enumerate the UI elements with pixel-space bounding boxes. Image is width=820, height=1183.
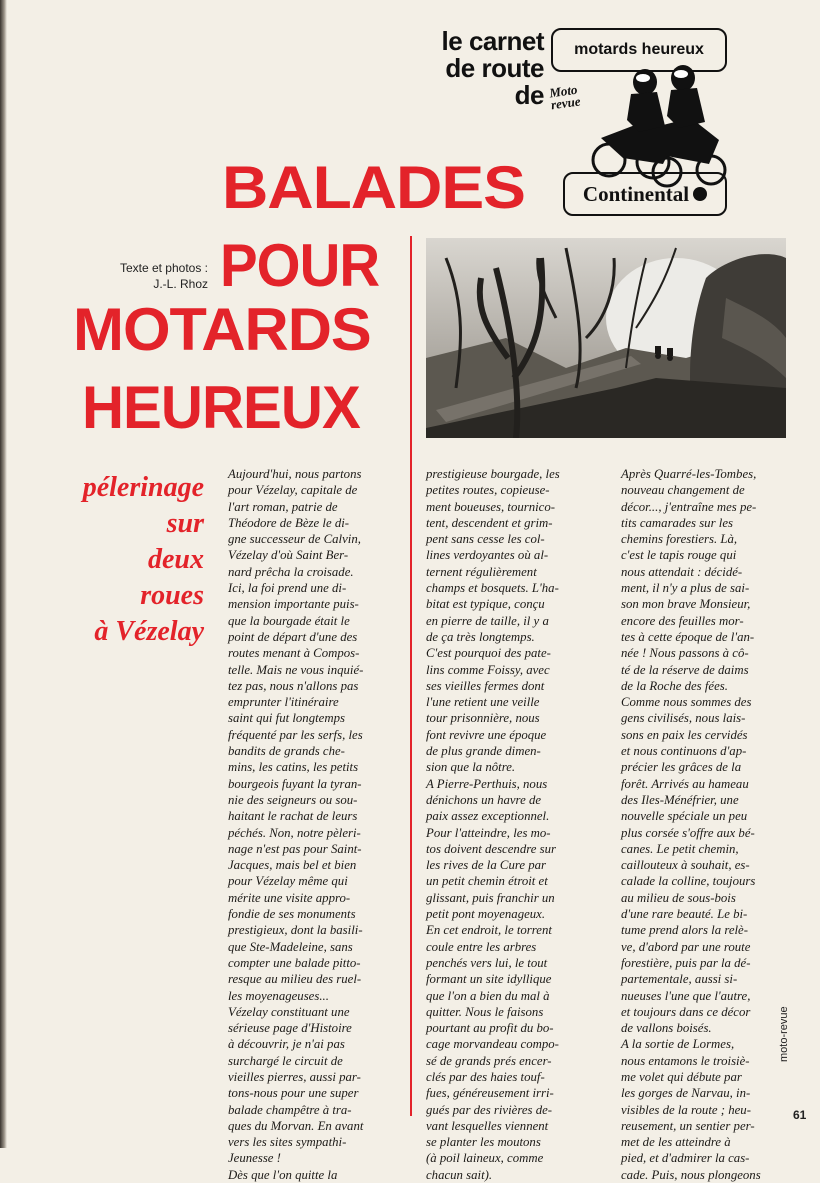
text-line: glissant, puis franchir un	[426, 890, 555, 905]
carnet-heading	[396, 28, 544, 109]
text-line: que la bourgade était le	[228, 613, 350, 628]
continental-logo-text: Continental	[582, 181, 690, 206]
text-line: ternent régulièrement	[426, 564, 537, 579]
text-line: ques du Morvan. En avant	[228, 1118, 364, 1133]
subtitle-line-3: deux	[148, 544, 204, 575]
text-line: de la Roche des fées.	[621, 678, 728, 693]
text-line: forêt. Arrivés au hameau	[621, 776, 749, 791]
text-line: pourtant au profit du bo-	[426, 1021, 554, 1036]
text-line: cage morvandeau compo-	[426, 1037, 559, 1052]
carnet-line-2: de route	[445, 53, 544, 83]
text-line: nouveau changement de	[621, 483, 745, 498]
text-line: les rives de la Cure par	[426, 858, 547, 873]
credit-line-2: J.-L. Rhoz	[153, 277, 208, 291]
text-line: forestière, puis par la dé-	[621, 955, 751, 970]
title-line-1: BALADES	[222, 154, 525, 221]
text-line: fues, généreusement irri-	[426, 1086, 554, 1101]
text-line: et toujours dans ce décor	[621, 1004, 751, 1019]
text-line: lins comme Foissy, avec	[426, 662, 550, 677]
text-line: lines verdoyantes où al-	[426, 548, 549, 563]
text-line: décor..., j'entraîne mes pe-	[621, 499, 757, 514]
text-line: champs et bosquets. L'ha-	[426, 581, 559, 596]
motards-heureux-badge: motards heureux	[551, 28, 727, 72]
text-line: pent sans cesse les col-	[426, 532, 545, 547]
text-line: (à poil laineux, comme	[426, 1151, 544, 1166]
text-line: ment boueuses, tournico-	[426, 499, 556, 514]
text-line: Jeunesse !	[228, 1151, 281, 1166]
text-line: C'est pourquoi des pate-	[426, 646, 551, 661]
text-line: nard prêcha la croisade.	[228, 564, 354, 579]
text-line: tes à cette époque de l'an-	[621, 629, 755, 644]
text-line: Vézelay constituant une	[228, 1004, 350, 1019]
text-line: prestigieux, dont la basili-	[228, 923, 363, 938]
text-line: ses vieilles fermes dont	[426, 678, 545, 693]
text-line: chacun sait).	[426, 1167, 493, 1182]
text-line: de ça très longtemps.	[426, 629, 535, 644]
text-line: té de la réserve de daims	[621, 662, 749, 677]
text-line: nage n'est pas pour Saint-	[228, 841, 362, 856]
text-line: emprunter l'itinéraire	[228, 695, 339, 710]
red-column-rule	[410, 236, 412, 1116]
text-line: caillouteux à souhait, es-	[621, 858, 750, 873]
text-line: canes. Le petit chemin,	[621, 841, 739, 856]
text-line: Théodore de Bèze le di-	[228, 515, 350, 530]
text-line: resque au milieu des ruel-	[228, 972, 362, 987]
text-line: balade champêtre à tra-	[228, 1102, 352, 1117]
text-line: nous entamons le troisiè-	[621, 1053, 750, 1068]
text-line: nie des seigneurs ou sou-	[228, 792, 358, 807]
text-line: se planter les moutons	[426, 1135, 541, 1150]
text-line: gens civilisés, nous lais-	[621, 711, 746, 726]
text-line: mins, les catins, les petits	[228, 760, 359, 775]
text-line: nous attendait : décidé-	[621, 564, 743, 579]
text-line: mérite une visite appro-	[228, 890, 351, 905]
text-line: vieilles pierres, aussi par-	[228, 1069, 361, 1084]
text-line: tez pas, nous n'allons pas	[228, 678, 359, 693]
text-line: fondie de ses monuments	[228, 907, 356, 922]
text-line: de plus grande dimen-	[426, 744, 541, 759]
subtitle-line-5: à Vézelay	[94, 616, 204, 647]
text-line: visibles de la route ; heu-	[621, 1102, 751, 1117]
continental-logo	[563, 172, 727, 216]
text-line: tent, descendent et grim-	[426, 515, 553, 530]
text-line: sé de grands prés encer-	[426, 1053, 552, 1068]
text-line: fréquenté par les serfs, les	[228, 727, 363, 742]
text-line: partementale, aussi si-	[621, 972, 738, 987]
subtitle-line-1: pélerinage	[82, 472, 204, 503]
credit-line-1: Texte et photos :	[119, 261, 208, 275]
text-line: bandits de grands che-	[228, 744, 345, 759]
text-line: à découvrir, je n'ai pas	[228, 1037, 345, 1052]
text-line: mension importante puis-	[228, 597, 359, 612]
text-line: tume prend alors la relè-	[621, 923, 749, 938]
text-line: petit pont moyenageux.	[426, 907, 546, 922]
text-line: vers les sites sympathi-	[228, 1135, 347, 1150]
article-column-2	[426, 466, 598, 1183]
text-line: Dès que l'on quitte la	[228, 1167, 338, 1182]
text-line: A la sortie de Lormes,	[621, 1037, 735, 1052]
title-line-3: MOTARDS	[73, 296, 371, 363]
text-line: c'est le tapis rouge qui	[621, 548, 737, 563]
text-line: cade. Puis, nous plongeons	[621, 1167, 761, 1182]
text-line: me volet qui débute par	[621, 1069, 742, 1084]
text-line: un petit chemin étroit et	[426, 874, 548, 889]
text-line: gne successeur de Calvin,	[228, 532, 361, 547]
text-line: pied, et d'admirer la cas-	[621, 1151, 750, 1166]
text-line: Aujourd'hui, nous partons	[228, 467, 362, 481]
text-line: sérieuse page d'Histoire	[228, 1021, 352, 1036]
text-line: tour prisonnière, nous	[426, 711, 540, 726]
text-line: penchés vers lui, le tout	[426, 955, 548, 970]
text-line: encore des feuilles mor-	[621, 613, 744, 628]
text-line: A Pierre-Perthuis, nous	[426, 776, 548, 791]
text-line: plus corsée s'offre aux bé-	[621, 825, 755, 840]
text-line: surchargé le circuit de	[228, 1053, 343, 1068]
text-line: compter une balade pitto-	[228, 955, 361, 970]
text-line: Après Quarré-les-Tombes,	[621, 467, 757, 481]
text-line: ment, il n'y a plus de sai-	[621, 581, 750, 596]
article-subtitle	[46, 470, 204, 650]
text-line: en pierre de taille, il y a	[426, 613, 549, 628]
text-line: Pour l'atteindre, les mo-	[426, 825, 551, 840]
text-line: Ici, la foi prend une di-	[228, 581, 347, 596]
text-line: sons en paix les cervidés	[621, 727, 748, 742]
text-line: vant lesquelles viennent	[426, 1118, 549, 1133]
text-line: met de les atteindre à	[621, 1135, 731, 1150]
text-line: routes menant à Compos-	[228, 646, 360, 661]
page-number: 61	[793, 1108, 807, 1122]
text-line: péchés. Non, notre pèleri-	[228, 825, 361, 840]
text-line: tons-nous pour une super	[228, 1086, 359, 1101]
text-line: bourgeois fuyant la tyran-	[228, 776, 362, 791]
side-magazine-label: moto-revue	[778, 1006, 790, 1062]
text-line: Comme nous sommes des	[621, 695, 752, 710]
moto-revue-logo-text: Moto revue	[548, 81, 582, 113]
article-column-3	[621, 466, 793, 1183]
text-line: pour Vézelay, capitale de	[228, 483, 358, 498]
text-line: de vallons boisés.	[621, 1021, 712, 1036]
text-line: dénichons un havre de	[426, 792, 542, 807]
text-line: Vézelay d'où Saint Ber-	[228, 548, 349, 563]
subtitle-line-4: roues	[140, 580, 204, 611]
subtitle-line-2: sur	[166, 508, 204, 539]
text-line: paix assez exceptionnel.	[426, 809, 550, 824]
text-line: prestigieuse bourgade, les	[426, 467, 560, 481]
text-line: d'une rare beauté. Le bi-	[621, 907, 748, 922]
text-line: font revivre une époque	[426, 727, 547, 742]
text-line: formant un site idyllique	[426, 972, 552, 987]
text-line: au milieu de sous-bois	[621, 890, 736, 905]
continental-horse-icon	[693, 187, 707, 201]
title-line-4: HEUREUX	[82, 374, 360, 441]
text-line: chemins forestiers. Là,	[621, 532, 738, 547]
text-line: coule entre les arbres	[426, 939, 537, 954]
text-line: les gorges de Narvau, in-	[621, 1086, 751, 1101]
landscape-photo	[426, 238, 786, 438]
text-line: les moyenageuses...	[228, 988, 329, 1003]
text-line: calade la colline, toujours	[621, 874, 756, 889]
text-line: des Iles-Ménéfrier, une	[621, 792, 739, 807]
text-line: née ! Nous passons à cô-	[621, 646, 749, 661]
text-line: tits camarades sur les	[621, 515, 733, 530]
text-line: nouvelle spéciale un peu	[621, 809, 748, 824]
text-line: et nous continuons d'ap-	[621, 744, 747, 759]
text-line: que Ste-Madeleine, sans	[228, 939, 353, 954]
text-line: point de départ d'une des	[228, 629, 358, 644]
article-column-1	[228, 466, 400, 1183]
text-line: bitat est typique, conçu	[426, 597, 545, 612]
text-line: clés par des haies touf-	[426, 1069, 545, 1084]
text-line: haitant le rachat de leurs	[228, 809, 358, 824]
text-line: sion que la nôtre.	[426, 760, 516, 775]
motorcycle-riders-illustration	[583, 60, 731, 190]
page-gutter-shadow	[0, 0, 7, 1148]
text-line: En cet endroit, le torrent	[426, 923, 552, 938]
text-line: l'art roman, patrie de	[228, 499, 338, 514]
carnet-line-3: de	[514, 80, 544, 110]
text-line: pour Vézelay même qui	[228, 874, 348, 889]
text-line: telle. Mais ne vous inquié-	[228, 662, 364, 677]
text-line: l'une retient une veille	[426, 695, 540, 710]
text-line: petites routes, copieuse-	[426, 483, 550, 498]
text-line: que l'on a bien du mal à	[426, 988, 550, 1003]
text-line: précier les grâces de la	[621, 760, 742, 775]
text-line: Jacques, mais bel et bien	[228, 858, 357, 873]
text-line: son mon brave Monsieur,	[621, 597, 751, 612]
carnet-line-1: le carnet	[441, 26, 544, 56]
text-line: gués par des rivières de-	[426, 1102, 553, 1117]
text-line: saint qui fut longtemps	[228, 711, 345, 726]
text-line: quitter. Nous le faisons	[426, 1004, 544, 1019]
text-line: tos doivent descendre sur	[426, 841, 556, 856]
title-line-2: POUR	[220, 232, 380, 299]
text-line: ve, d'abord par une route	[621, 939, 751, 954]
text-line: nueuses l'une que l'autre,	[621, 988, 751, 1003]
text-line: reusement, un sentier per-	[621, 1118, 755, 1133]
photo-credit	[86, 260, 208, 292]
